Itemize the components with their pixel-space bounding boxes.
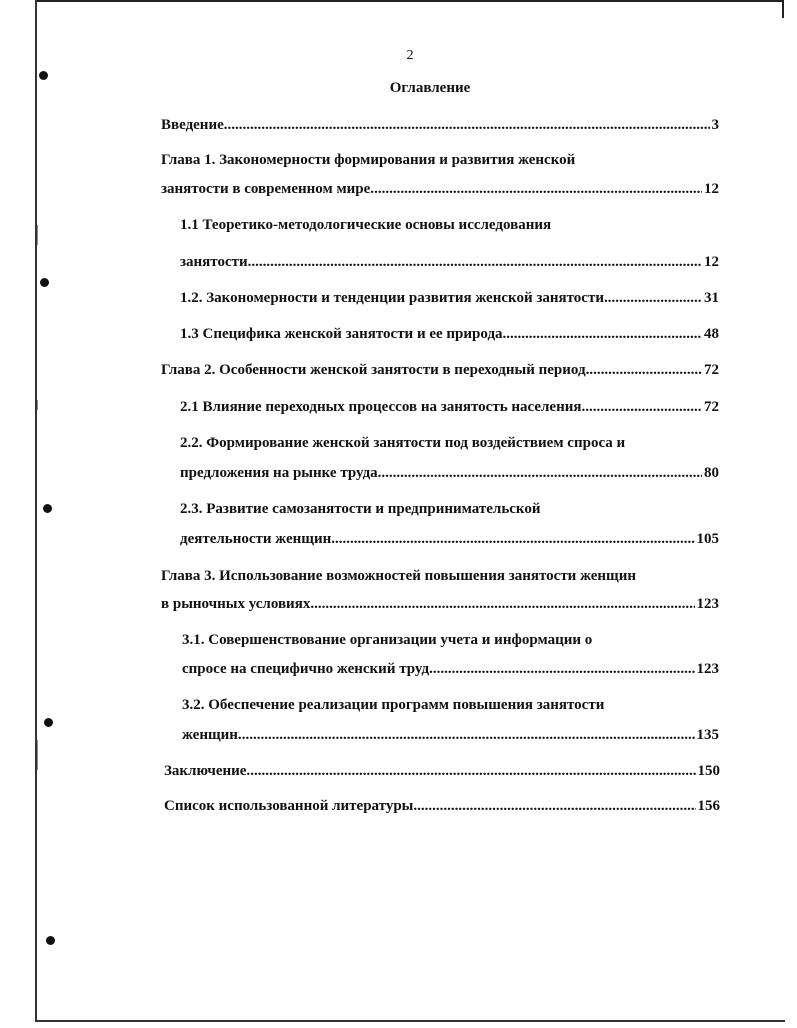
toc-page-number: 72 bbox=[704, 399, 719, 415]
toc-entry-s2-3[interactable] bbox=[180, 530, 719, 548]
toc-entry-s3-2[interactable] bbox=[182, 726, 719, 744]
toc-entry-s1-2[interactable] bbox=[180, 289, 719, 307]
toc-leader-dots bbox=[310, 595, 694, 613]
toc-entry-s3-1-line1[interactable]: 3.1. Совершенствование организации учета и информации о bbox=[182, 632, 593, 648]
toc-entry-s3-1[interactable] bbox=[182, 660, 719, 678]
toc-page-number: 72 bbox=[704, 362, 719, 378]
toc-entry-s2-2-line1[interactable]: 2.2. Формирование женской занятости под воздействием спроса и bbox=[180, 435, 626, 451]
toc-entry-ch2[interactable] bbox=[161, 361, 719, 379]
toc-page-number: 156 bbox=[697, 798, 720, 814]
toc-entry-intro[interactable] bbox=[161, 116, 719, 134]
toc-page-number: 3 bbox=[711, 117, 719, 133]
toc-page-number: 123 bbox=[696, 596, 719, 612]
toc-page-number: 105 bbox=[696, 531, 719, 547]
toc-entry-text: деятельности женщин bbox=[180, 531, 332, 547]
toc-entry-text: предложения на рынке труда bbox=[180, 465, 378, 481]
toc-leader-dots bbox=[585, 398, 702, 416]
toc-leader-dots bbox=[250, 762, 695, 780]
toc-entry-s2-3-line1[interactable]: 2.3. Развитие самозанятости и предпринимательской bbox=[180, 501, 541, 517]
toc-page-number: 150 bbox=[697, 763, 720, 779]
toc-entry-text: 2.1 Влияние переходных процессов на занятость населения. bbox=[180, 399, 586, 415]
toc-entry-text: Заключение. bbox=[164, 763, 251, 779]
toc-entry-ch3-line1[interactable]: Глава 3. Использование возможностей повышения занятости женщин bbox=[161, 568, 637, 584]
toc-page-number: 48 bbox=[704, 326, 719, 342]
toc-page-number: 31 bbox=[704, 290, 719, 306]
toc-entry-s2-1[interactable] bbox=[180, 398, 719, 416]
toc-entry-text: 1.2. Закономерности и тенденции развития женской занятости. bbox=[180, 290, 608, 306]
toc-leader-dots bbox=[374, 180, 702, 198]
toc-entry-s1-1[interactable] bbox=[180, 253, 719, 271]
toc-leader-dots bbox=[586, 361, 702, 379]
toc-entry-text: спросе на специфично женский труд bbox=[182, 661, 430, 677]
toc-page-number: 135 bbox=[696, 727, 719, 743]
toc-page-number: 12 bbox=[704, 254, 719, 270]
toc-entry-s3-2-line1[interactable]: 3.2. Обеспечение реализации программ повышения занятости bbox=[182, 697, 605, 713]
toc-leader-dots bbox=[378, 464, 702, 482]
toc-leader-dots bbox=[429, 660, 694, 678]
toc-leader-dots bbox=[251, 253, 702, 271]
toc-entry-text: занятости в современном мире. bbox=[161, 181, 375, 197]
page-number: 2 bbox=[406, 48, 414, 63]
toc-title: Оглавление bbox=[389, 80, 471, 96]
toc-entry-s1-1-line1[interactable]: 1.1 Теоретико-методологические основы исследования bbox=[180, 217, 552, 233]
toc-entry-text: Введение bbox=[161, 117, 224, 133]
toc-leader-dots bbox=[331, 530, 694, 548]
toc-leader-dots bbox=[413, 797, 695, 815]
toc-leader-dots bbox=[242, 726, 695, 744]
toc-entry-conclusion[interactable] bbox=[164, 762, 720, 780]
toc-entry-text: женщин. bbox=[182, 727, 242, 743]
toc-entry-text: Глава 2. Особенности женской занятости в переходный период bbox=[161, 362, 586, 378]
toc-entry-references[interactable] bbox=[164, 797, 720, 815]
toc-leader-dots bbox=[506, 325, 702, 343]
toc-page-number: 80 bbox=[704, 465, 719, 481]
toc-page-number: 12 bbox=[704, 181, 719, 197]
toc-entry-text: Список использованной литературы bbox=[164, 798, 414, 814]
toc-entry-ch3[interactable] bbox=[161, 595, 719, 613]
toc-entry-s1-3[interactable] bbox=[180, 325, 719, 343]
toc-entry-s2-2[interactable] bbox=[180, 464, 719, 482]
toc-page-number: 123 bbox=[696, 661, 719, 677]
toc-entry-ch1[interactable] bbox=[161, 180, 719, 198]
toc-leader-dots bbox=[608, 289, 702, 307]
toc-entry-text: в рыночных условиях bbox=[161, 596, 311, 612]
toc-leader-dots bbox=[224, 116, 710, 134]
toc-entry-text: занятости. bbox=[180, 254, 252, 270]
toc-entry-text: 1.3 Специфика женской занятости и ее природа. bbox=[180, 326, 507, 342]
toc-entry-ch1-line1[interactable]: Глава 1. Закономерности формирования и развития женской bbox=[161, 152, 576, 168]
